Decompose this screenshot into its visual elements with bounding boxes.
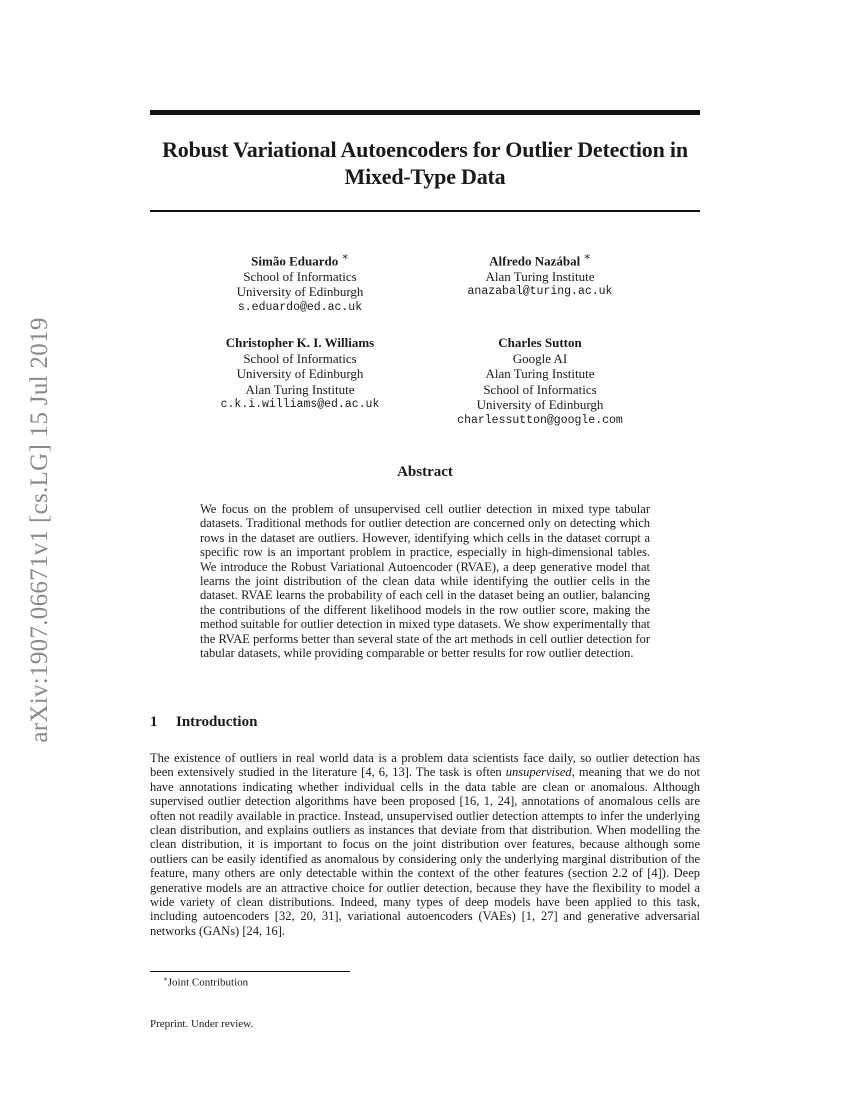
author-affiliation: University of Edinburgh xyxy=(476,397,604,412)
author-block xyxy=(200,335,400,413)
section-heading xyxy=(150,714,700,731)
author-affiliation: Alan Turing Institute xyxy=(485,366,595,381)
author-email: charlessutton@google.com xyxy=(457,413,623,427)
abstract-heading: Abstract xyxy=(397,464,453,480)
footnote-mark: ∗ xyxy=(163,975,168,983)
title-bottom-rule xyxy=(150,210,700,212)
author-footnote-mark: ∗ xyxy=(583,251,591,263)
preprint-note: Preprint. Under review. xyxy=(150,1018,254,1030)
footnote-rule xyxy=(150,971,350,972)
author-affiliation: Alan Turing Institute xyxy=(245,381,355,397)
author-block xyxy=(440,250,640,300)
emphasis-text: unsupervised xyxy=(505,765,572,780)
title-top-rule xyxy=(150,110,700,115)
paper-title: Robust Variational Autoencoders for Outlier Detection in Mixed-Type Data xyxy=(162,137,688,189)
section-title: Introduction xyxy=(176,714,258,730)
abstract-text: We focus on the problem of unsupervised cell outlier detection in mixed type tabular datasets. Traditional methods for outlier detection are concerned only on detecting which rows in the dataset are outliers. However, identifying which cells in the dataset corrupt a specific row is an important problem in practice, especially in high-dimensional tables. We introduce the Robust Variational Autoencoder (RVAE), a deep generative model that learns the joint distribution of the clean data while identifying the outlier cells in the dataset. RVAE learns the probability of each cell in the dataset being an outlier, balancing the contributions of the different likelihood models in the row outlier score, making the method suitable for outlier detection in mixed type datasets. We show experimentally that the RVAE performs better than several state of the art methods in cell outlier detection for tabular datasets, while providing comparable or better results for row outlier detection. xyxy=(200,502,650,661)
author-affiliation: University of Edinburgh xyxy=(236,366,364,381)
author-affiliation: School of Informatics xyxy=(243,268,357,284)
author-footnote-mark: ∗ xyxy=(341,251,349,263)
author-block xyxy=(200,250,400,315)
author-name: Alfredo Nazábal ∗ xyxy=(489,251,591,269)
author-email: anazabal@turing.ac.uk xyxy=(467,285,613,299)
footnote xyxy=(163,975,248,989)
footnote-text: Joint Contribution xyxy=(167,976,249,989)
author-name: Christopher K. I. Williams xyxy=(225,335,375,350)
author-affiliation: School of Informatics xyxy=(243,350,357,366)
author-affiliation: School of Informatics xyxy=(483,381,597,397)
arxiv-identifier-stamp: arXiv:1907.06671v1 [cs.LG] 15 Jul 2019 xyxy=(26,317,53,743)
author-name: Simão Eduardo ∗ xyxy=(251,251,349,269)
author-email: s.eduardo@ed.ac.uk xyxy=(237,300,363,314)
author-name: Charles Sutton xyxy=(498,335,582,350)
introduction-paragraph: The existence of outliers in real world data is a problem data scientists face daily, so outlier detection has been extensively studied in the literature [4, 6, 13]. The task is often unsupervised, meaning that we do not have annotations indicating whether individual cells in the data table are clean or anomalous. Although supervised outlier detection algorithms have been proposed [16, 1, 24], annotations of anomalous cells are often not readily available in practice. Instead, unsupervised outlier detection attempts to infer the underlying clean distribution, and explains outliers as instances that deviate from that distribution. When modelling the clean distribution, it is important to focus on the joint distribution over features, because although some outliers can be easily identified as anomalous by considering only the underlying marginal distribution of the feature, many others are only detectable within the context of the other features (section 2.2 of [4]). Deep generative models are an attractive choice for outlier detection, because they have the flexibility to model a wide variety of clean distributions. Indeed, many types of deep models have been applied to this task, including autoencoders [32, 20, 31], variational autoencoders (VAEs) [1, 27] and generative adversarial networks (GANs) [24, 16]. xyxy=(150,751,700,938)
section-number: 1 xyxy=(150,714,158,730)
author-affiliation: Google AI xyxy=(512,350,568,366)
author-affiliation: University of Edinburgh xyxy=(236,284,364,300)
author-block xyxy=(440,335,640,428)
author-affiliation: Alan Turing Institute xyxy=(485,268,595,284)
author-email: c.k.i.williams@ed.ac.uk xyxy=(220,398,380,411)
